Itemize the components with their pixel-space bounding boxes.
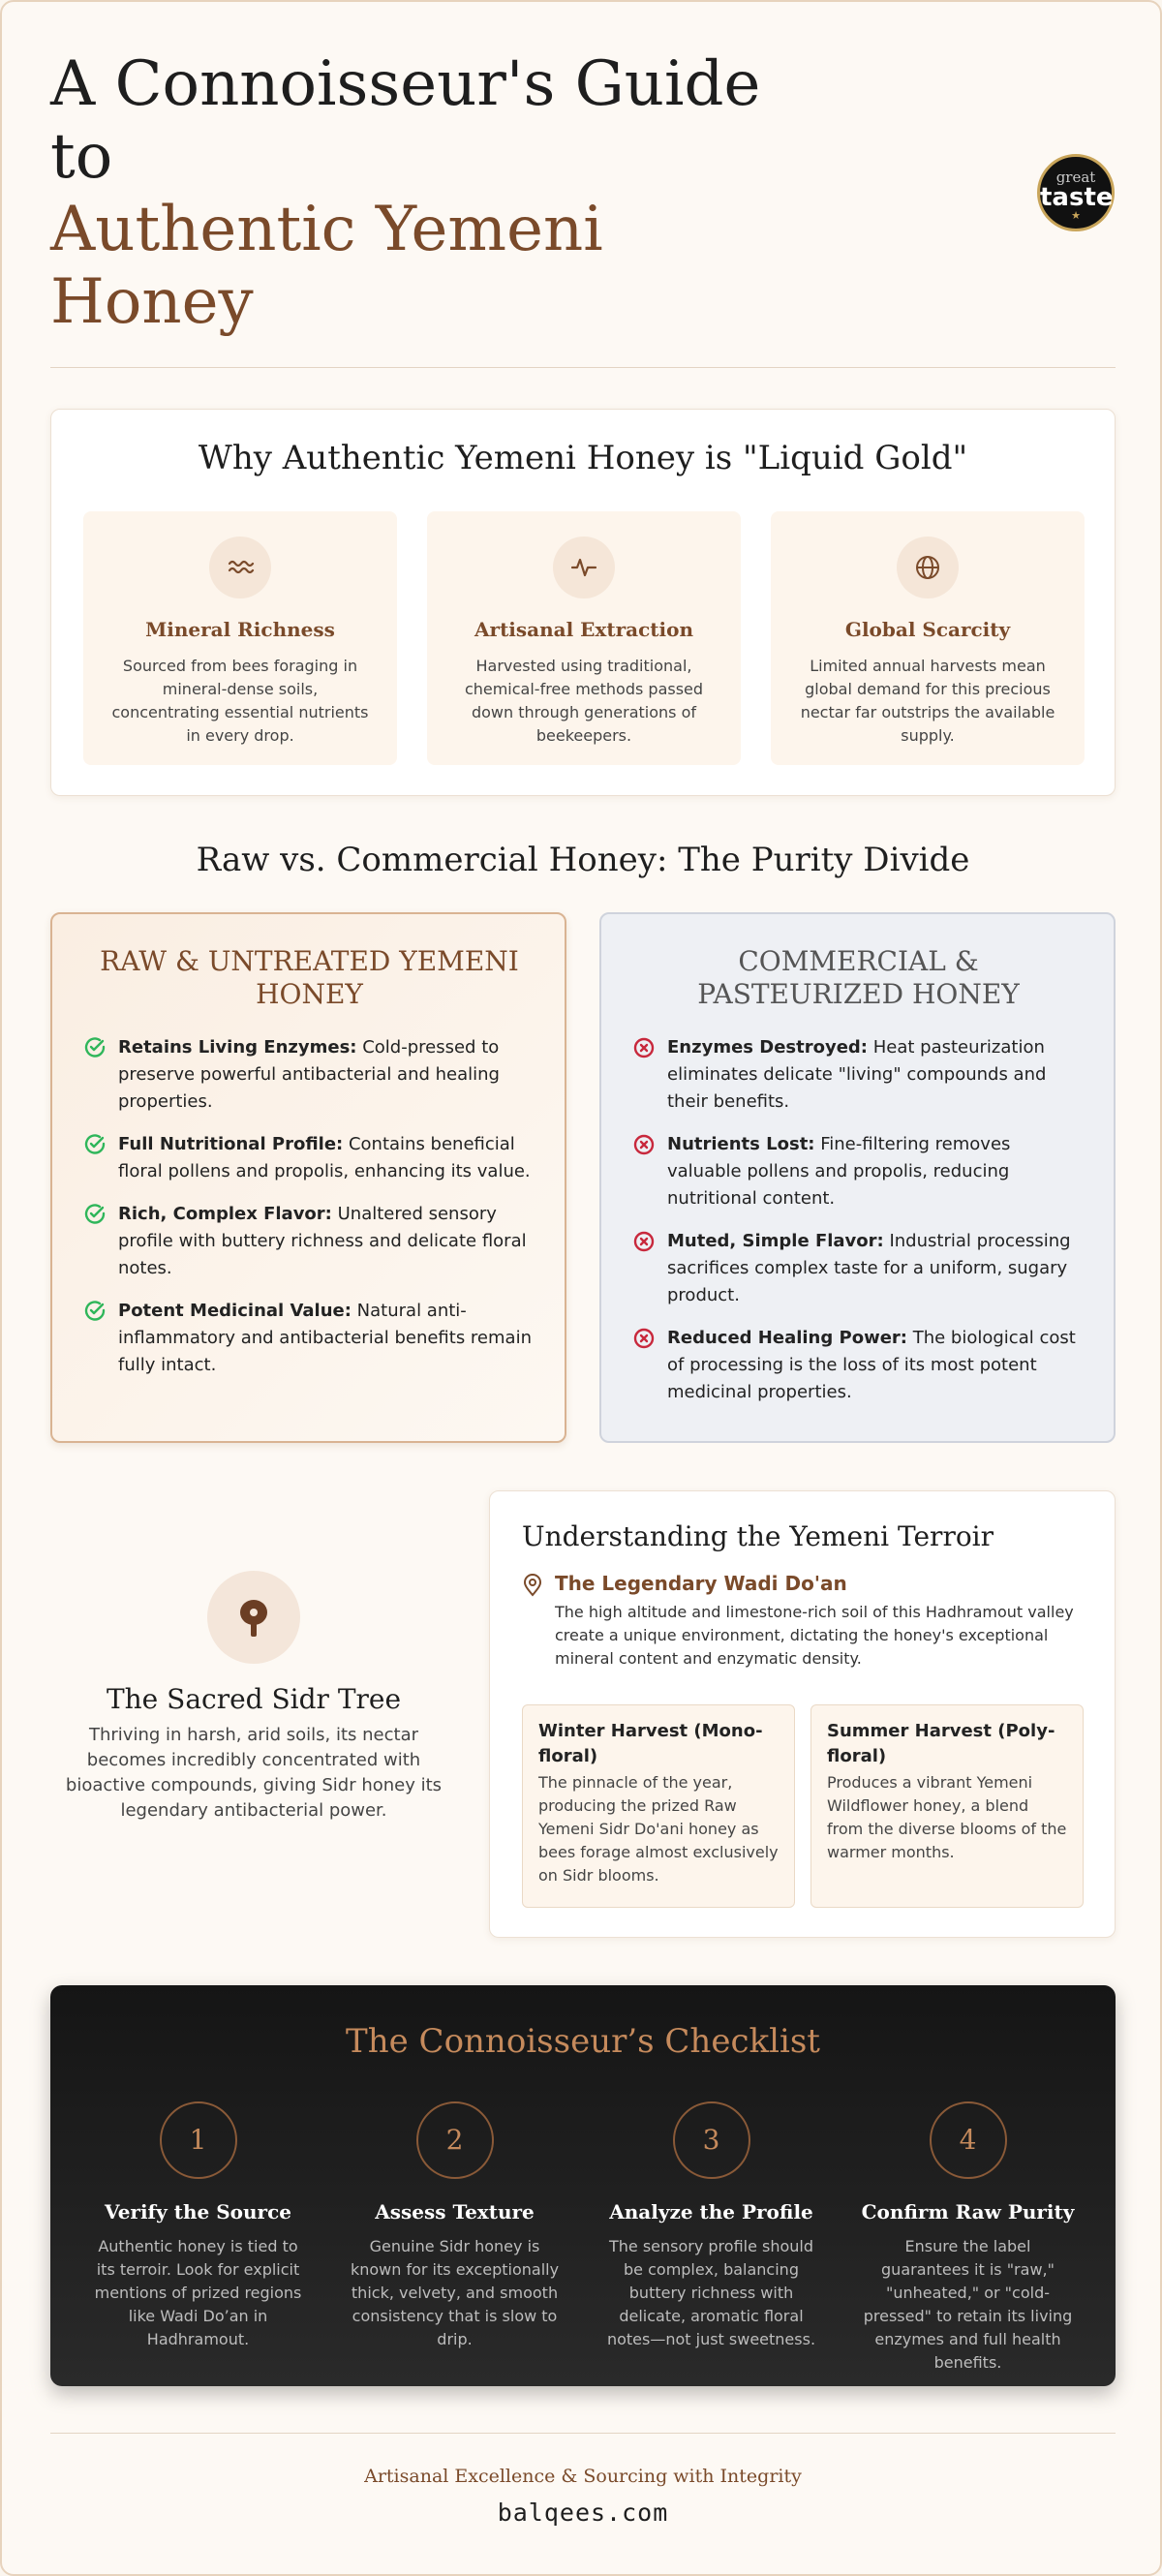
item-bold: Nutrients Lost: — [667, 1134, 815, 1154]
commercial-honey-panel — [599, 912, 1116, 1443]
step-title: Confirm Raw Purity — [861, 2200, 1075, 2223]
map-pin-icon — [522, 1574, 543, 1671]
why-title: Why Authentic Yemeni Honey is "Liquid Gold" — [198, 439, 968, 477]
waves-icon — [209, 537, 271, 598]
item-text: Natural anti-inflammatory and antibacterial benefits remain fully intact. — [118, 1301, 532, 1375]
card-mineral-richness — [83, 511, 397, 765]
item-bold: Muted, Simple Flavor: — [667, 1231, 884, 1251]
item-bold: Retains Living Enzymes: — [118, 1037, 357, 1058]
raw-honey-panel — [50, 912, 566, 1443]
checklist-title: The Connoisseur’s Checklist — [346, 2022, 820, 2061]
checklist-step — [70, 2101, 326, 2375]
sidr-tree-section — [50, 1571, 457, 1824]
item-bold: Rich, Complex Flavor: — [118, 1204, 332, 1224]
step-text: Ensure the label guarantees it is "raw," "unheated," or "cold-pressed" to retain its living enzymes and full health benefits. — [863, 2237, 1073, 2372]
title-accent-1: Authentic Yemeni — [50, 194, 603, 265]
tree-icon — [207, 1571, 300, 1664]
item-text: Cold-pressed to preserve powerful antibacterial and healing properties. — [118, 1037, 500, 1112]
summer-harvest-card — [810, 1704, 1084, 1908]
step-title: Analyze the Profile — [609, 2200, 813, 2223]
x-circle-icon — [632, 1230, 656, 1309]
page-title — [50, 48, 922, 339]
winter-title: Winter Harvest (Mono-floral) — [538, 1721, 763, 1766]
hero — [50, 48, 922, 339]
great-taste-badge — [1037, 154, 1115, 231]
list-item — [83, 1034, 535, 1116]
list-item — [632, 1131, 1085, 1212]
raw-benefits-list — [83, 1034, 535, 1379]
footer-divider — [50, 2433, 1116, 2434]
checklist-step — [840, 2101, 1096, 2375]
card-global-scarcity — [771, 511, 1085, 765]
globe-icon — [897, 537, 959, 598]
terroir-section — [489, 1490, 1116, 1938]
card-artisanal-extraction — [427, 511, 741, 765]
why-cards — [83, 511, 1085, 765]
badge-top-text: great — [1055, 169, 1096, 186]
title-line-1: A Connoisseur's Guide — [50, 48, 761, 120]
commercial-panel-title: COMMERCIAL & PASTEURIZED HONEY — [697, 945, 1020, 1010]
checklist-step — [326, 2101, 583, 2375]
footer-site-link[interactable]: balqees.com — [497, 2499, 669, 2527]
card-title: Artisanal Extraction — [474, 618, 693, 641]
step-number: 2 — [416, 2101, 494, 2179]
check-circle-icon — [83, 1203, 107, 1282]
terroir-title: Understanding the Yemeni Terroir — [522, 1520, 994, 1552]
card-title: Mineral Richness — [145, 618, 335, 641]
item-text: Fine-filtering removes valuable pollens and propolis, reducing nutritional content. — [667, 1134, 1011, 1209]
card-text: Sourced from bees foraging in mineral-dense soils, concentrating essential nutrients in every drop. — [111, 657, 369, 745]
item-text: Unaltered sensory profile with buttery richness and delicate floral notes. — [118, 1204, 527, 1278]
item-text: Industrial processing sacrifices complex taste for a uniform, sugary product. — [667, 1231, 1071, 1305]
step-title: Verify the Source — [105, 2200, 291, 2223]
check-circle-icon — [83, 1300, 107, 1379]
summer-text: Produces a vibrant Yemeni Wildflower honey, a blend from the diverse blooms of the warmer months. — [827, 1773, 1067, 1861]
x-circle-icon — [632, 1133, 656, 1212]
why-section — [50, 409, 1116, 796]
item-bold: Enzymes Destroyed: — [667, 1037, 868, 1058]
checklist-steps — [70, 2101, 1096, 2375]
compare-title: Raw vs. Commercial Honey: The Purity Divide — [196, 841, 970, 879]
winter-text: The pinnacle of the year, producing the prized Raw Yemeni Sidr Do'ani honey as bees forage almost exclusively on Sidr blooms. — [538, 1773, 779, 1885]
sidr-text: Thriving in harsh, arid soils, its nectar becomes incredibly concentrated with bioactive compounds, giving Sidr honey its legendary antibacterial power. — [65, 1725, 443, 1821]
item-text: The biological cost of processing is the loss of its most potent medicinal properties. — [667, 1328, 1076, 1402]
wadi-text: The high altitude and limestone-rich soil of this Hadhramout valley create a unique environment, dictating the honey's exceptional mineral content and enzymatic density. — [555, 1603, 1074, 1668]
activity-icon — [553, 537, 615, 598]
list-item — [632, 1034, 1085, 1116]
wadi-doan-block — [522, 1572, 1083, 1671]
raw-panel-title: RAW & UNTREATED YEMENI HONEY — [100, 945, 519, 1010]
card-title: Global Scarcity — [844, 618, 1011, 641]
footer-tagline: Artisanal Excellence & Sourcing with Integrity — [364, 2466, 802, 2487]
step-number: 4 — [930, 2101, 1007, 2179]
item-text: Contains beneficial floral pollens and propolis, enhancing its value. — [118, 1134, 531, 1181]
item-text: Heat pasteurization eliminates delicate "living" compounds and their benefits. — [667, 1037, 1047, 1112]
card-text: Limited annual harvests mean global demand for this precious nectar far outstrips the available supply. — [800, 657, 1055, 745]
list-item — [83, 1131, 535, 1185]
card-text: Harvested using traditional, chemical-free methods passed down through generations of beekeepers. — [464, 657, 704, 745]
step-title: Assess Texture — [375, 2200, 535, 2223]
step-number: 1 — [160, 2101, 237, 2179]
item-bold: Full Nutritional Profile: — [118, 1134, 344, 1154]
item-bold: Reduced Healing Power: — [667, 1328, 907, 1348]
list-item — [632, 1228, 1085, 1309]
step-text: The sensory profile should be complex, balancing buttery richness with delicate, aromatic floral notes—not just sweetness. — [606, 2237, 816, 2348]
step-number: 3 — [673, 2101, 750, 2179]
title-line-2: to — [50, 121, 113, 193]
sidr-title: The Sacred Sidr Tree — [106, 1683, 402, 1715]
summer-title: Summer Harvest (Poly-floral) — [827, 1721, 1055, 1766]
divider — [50, 367, 1116, 368]
badge-star-icon: ★ — [1071, 209, 1081, 222]
wadi-title: The Legendary Wadi Do'an — [555, 1572, 847, 1595]
check-circle-icon — [83, 1036, 107, 1116]
commercial-drawbacks-list — [632, 1034, 1085, 1406]
check-circle-icon — [83, 1133, 107, 1185]
list-item — [83, 1298, 535, 1379]
list-item — [83, 1201, 535, 1282]
checklist-section — [50, 1985, 1116, 2386]
title-accent-2: Honey — [50, 266, 254, 338]
step-text: Genuine Sidr honey is known for its exceptionally thick, velvety, and smooth consistency that is slow to drip. — [350, 2237, 560, 2348]
step-text: Authentic honey is tied to its terroir. Look for explicit mentions of prized regions like Wadi Do’an in Hadhramout. — [94, 2237, 302, 2348]
x-circle-icon — [632, 1036, 656, 1116]
badge-main-text: taste — [1040, 183, 1114, 212]
list-item — [632, 1325, 1085, 1406]
winter-harvest-card — [522, 1704, 795, 1908]
x-circle-icon — [632, 1327, 656, 1406]
item-bold: Potent Medicinal Value: — [118, 1301, 352, 1321]
checklist-step — [583, 2101, 840, 2375]
